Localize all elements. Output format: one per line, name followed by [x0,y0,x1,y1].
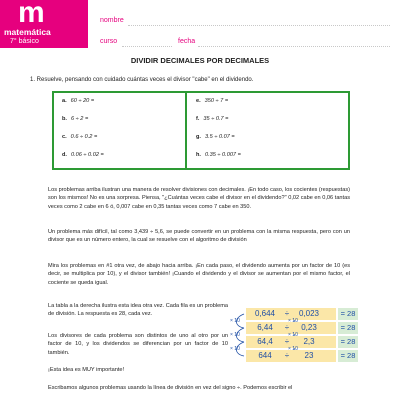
table-result: = 28 [338,322,358,334]
exercise-g: g. 3.5 ÷ 0.07 = [196,134,235,140]
nombre-label: nombre [100,17,124,24]
table-row: 644 ÷ 23 [246,350,336,362]
nombre-line [128,25,390,26]
brand-letter: m [18,0,45,29]
factor-label: × 10 [230,332,240,338]
brand-name: matemática [4,27,51,37]
grade-label: 7° básico [10,38,39,45]
paragraph-7: Escribamos algunos problemas usando la línea de división en vez del signo ÷. Podemos escribir el [48,385,293,391]
exercise-divider [185,91,187,170]
exercise-d: d. 0.06 ÷ 0.02 = [62,152,104,158]
table-row: 64,4 ÷ 2,3 [246,336,336,348]
exercise-a: a. 60 ÷ 20 = [62,98,95,104]
factor-label: × 10 [288,318,298,324]
fecha-label: fecha [178,38,196,45]
worksheet-title: DIVIDIR DECIMALES POR DECIMALES [130,56,270,65]
table-row: 0,644 ÷ 0,023 [246,308,336,320]
factor-label: × 10 [230,318,240,324]
table-result: = 28 [338,308,358,320]
brand-logo [0,0,88,48]
paragraph-2: Un problema más difícil, tal como 3,439 ÷ 5,6, se puede convertir en un problema con la misma respuesta, pero con un divisor que es un número entero, la cual se resuelve con el algoritmo de división [48,229,350,244]
fecha-line [198,46,390,47]
instruction-text: 1. Resuelve, pensando con cuidado cuántas veces el divisor "cabe" en el dividendo. [30,77,254,83]
curso-label: curso [100,38,118,45]
factor-label: × 10 [288,332,298,338]
paragraph-4: La tabla a la derecha ilustra esta idea otra vez. Cada fila es un problema de división. La respuesta es 28, cada vez. [48,303,228,318]
division-table [230,306,356,364]
paragraph-1: Los problemas arriba ilustran una manera de resolver divisiones con decimales. ¡En todo caso, los cocientes (respuestas) son los mismos! No es una sorpresa. Piensa, "¿Cuántas veces cabe el divisor en el dividendo?" 0,02 cabe en 0,06 tantas veces como 2 cabe en 6 ó, 0,007 cabe en 0,35 tantas veces como 7 cabe en 350. [48,187,350,210]
factor-label: × 10 [288,346,298,352]
table-row: 6,44 ÷ 0,23 [246,322,336,334]
exercise-h: h. 0.35 ÷ 0.007 = [196,152,241,158]
exercise-b: b. 6 ÷ 2 = [62,116,89,122]
table-result: = 28 [338,350,358,362]
factor-label: × 10 [230,346,240,352]
paragraph-3: Mira los problemas en #1 otra vez, de abajo hacia arriba. ¡En cada paso, el dividendo aumenta por un factor de 10 (es decir, se multiplica por 10), y el divisor también! ¡Cuando el dividendo y el divisor se aumentan por el mismo factor, el cociente se queda igual. [48,263,350,286]
exercise-f: f. 35 ÷ 0.7 = [196,116,229,122]
exercise-e: e. 350 ÷ 7 = [196,98,229,104]
paragraph-5: Los divisores de cada problema son distintos de uno al otro por un factor de 10, y los dividendos se diferencian por un factor de 10 también. [48,333,228,356]
table-result: = 28 [338,336,358,348]
curso-line [122,46,172,47]
exercise-c: c. 0.6 ÷ 0.2 = [62,134,98,140]
paragraph-6: ¡Esta idea es MUY importante! [48,367,125,373]
